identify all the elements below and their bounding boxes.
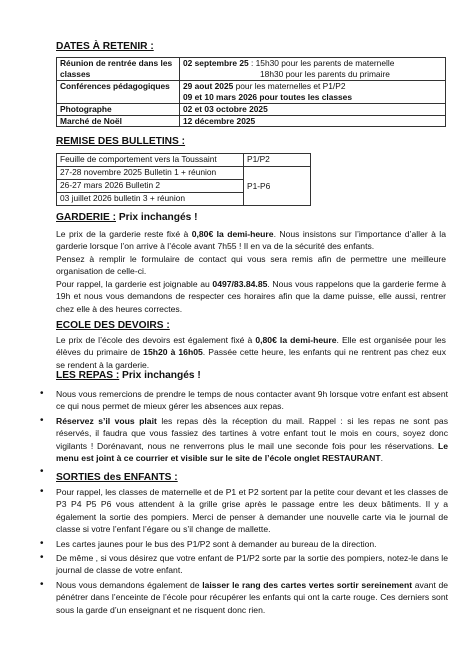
devoirs-heading: ECOLE DES DEVOIRS : bbox=[56, 320, 170, 331]
bulletin-text: 26-27 mars 2026 Bulletin 2 bbox=[57, 180, 244, 193]
dates-heading: DATES À RETENIR : bbox=[56, 41, 154, 52]
repas-heading: LES REPAS : Prix inchangés ! bbox=[56, 370, 201, 381]
bulletins-table bbox=[56, 153, 311, 206]
list-item: • Nous vous remercions de prendre le temps de nous contacter avant 9h lorsque votre enfant est absent ce qui nous permet de mieux gérer les absences aux repas. bbox=[38, 388, 448, 413]
table-row bbox=[57, 167, 311, 180]
garderie-paragraph-2: Pensez à remplir le formulaire de contact qui vous sera remis afin de permettre une meilleure organisation de celle-ci. bbox=[56, 254, 446, 277]
devoirs-paragraph: Le prix de l’école des devoirs est également fixé à 0,80€ la demi-heure. Elle est organisée pour les élèves du primaire de 15h20 à 16h05. Passée cette heure, les enfants qui ne rentrent pas chez eux se rendent à la garderie. bbox=[56, 335, 446, 370]
sorties-list bbox=[38, 486, 448, 618]
bulletin-text: Feuille de comportement vers la Toussaint bbox=[57, 154, 244, 167]
bullet-list bbox=[38, 388, 448, 466]
table-row bbox=[57, 115, 446, 127]
bulletin-level: P1/P2 bbox=[244, 154, 311, 167]
garderie-paragraph-1: Le prix de la garderie reste fixé à 0,80€ la demi-heure. Nous insistons sur l’importance d’aller à la garderie lorsque l’on arrive à l’école avant 7h55 ! Il en va de la sécurité des enfants. bbox=[56, 229, 446, 252]
table-row bbox=[57, 58, 446, 81]
dates-label: Conférences pédagogiques bbox=[57, 81, 180, 104]
garderie-paragraph-3: Pour rappel, la garderie est joignable au 0497/83.84.85. Nous vous rappelons que la garderie ferme à 19h et nous vous demandons de respecter ces horaires afin que la dame puisse, elle aussi, rentrer chez elle à des heures correctes. bbox=[56, 279, 446, 314]
table-row bbox=[57, 154, 311, 167]
list-item: • Pour rappel, les classes de maternelle et de P1 et P2 sortent par la petite cour devant et les classes de P3 P4 P5 P6 vous attendent à la grille grise après le passage entre les deux bâtiments. Il y a également la sortie des pompiers. Merci de penser à demander une nouvelle carte via le journal de classe si votre l’enfant l’égare ou s’il change de mallette. bbox=[38, 486, 448, 536]
list-item: • Les cartes jaunes pour le bus des P1/P2 sont à demander au bureau de la direction. bbox=[38, 538, 448, 550]
dates-value: 12 décembre 2025 bbox=[180, 115, 446, 127]
garderie-heading: GARDERIE : Prix inchangés ! bbox=[56, 212, 198, 223]
bulletin-text: 03 juillet 2026 bulletin 3 + réunion bbox=[57, 193, 244, 206]
bulletin-text: 27-28 novembre 2025 Bulletin 1 + réunion bbox=[57, 167, 244, 180]
bulletins-heading: REMISE DES BULLETINS : bbox=[56, 136, 186, 147]
sorties-heading: SORTIES des ENFANTS : bbox=[56, 472, 178, 483]
list-item: • Nous vous demandons également de laisser le rang des cartes vertes sortir sereinement avant de pénétrer dans l’enceinte de l’école pour récupérer les enfants qui ont la carte rouge. Ces derniers sont sous la garde d’un enseignant et ne risquent donc rien. bbox=[38, 579, 448, 616]
list-item: • De même , si vous désirez que votre enfant de P1/P2 sorte par la sortie des pompiers, notez-le dans le journal de classe de votre enfant. bbox=[38, 552, 448, 577]
dates-table bbox=[56, 57, 446, 127]
table-row bbox=[57, 104, 446, 116]
dates-value: 29 aout 2025 pour les maternelles et P1/P2 09 et 10 mars 2026 pour toutes les classes bbox=[180, 81, 446, 104]
dates-label: Marché de Noël bbox=[57, 115, 180, 127]
dates-value: 02 et 03 octobre 2025 bbox=[180, 104, 446, 116]
dates-value: 02 septembre 25 : 15h30 pour les parents de maternelle 18h30 pour les parents du primaire bbox=[180, 58, 446, 81]
list-item: • Réservez s’il vous plait les repas dès la réception du mail. Rappel : si les repas ne sont pas réservés, il faudra que vous fassiez des tartines à votre enfant tout le mois en cours, soyez donc vigilants ! Dorénavant, nous ne renverrons plus le mail une seconde fois pour les réservations. Le menu est joint à ce courrier et visible sur le site de l’école onglet RESTAURANT. bbox=[38, 415, 448, 465]
table-row bbox=[57, 81, 446, 104]
dates-label: Photographe bbox=[57, 104, 180, 116]
bulletin-level: P1-P6 bbox=[244, 167, 311, 206]
dates-label: Réunion de rentrée dans les classes bbox=[57, 58, 180, 81]
